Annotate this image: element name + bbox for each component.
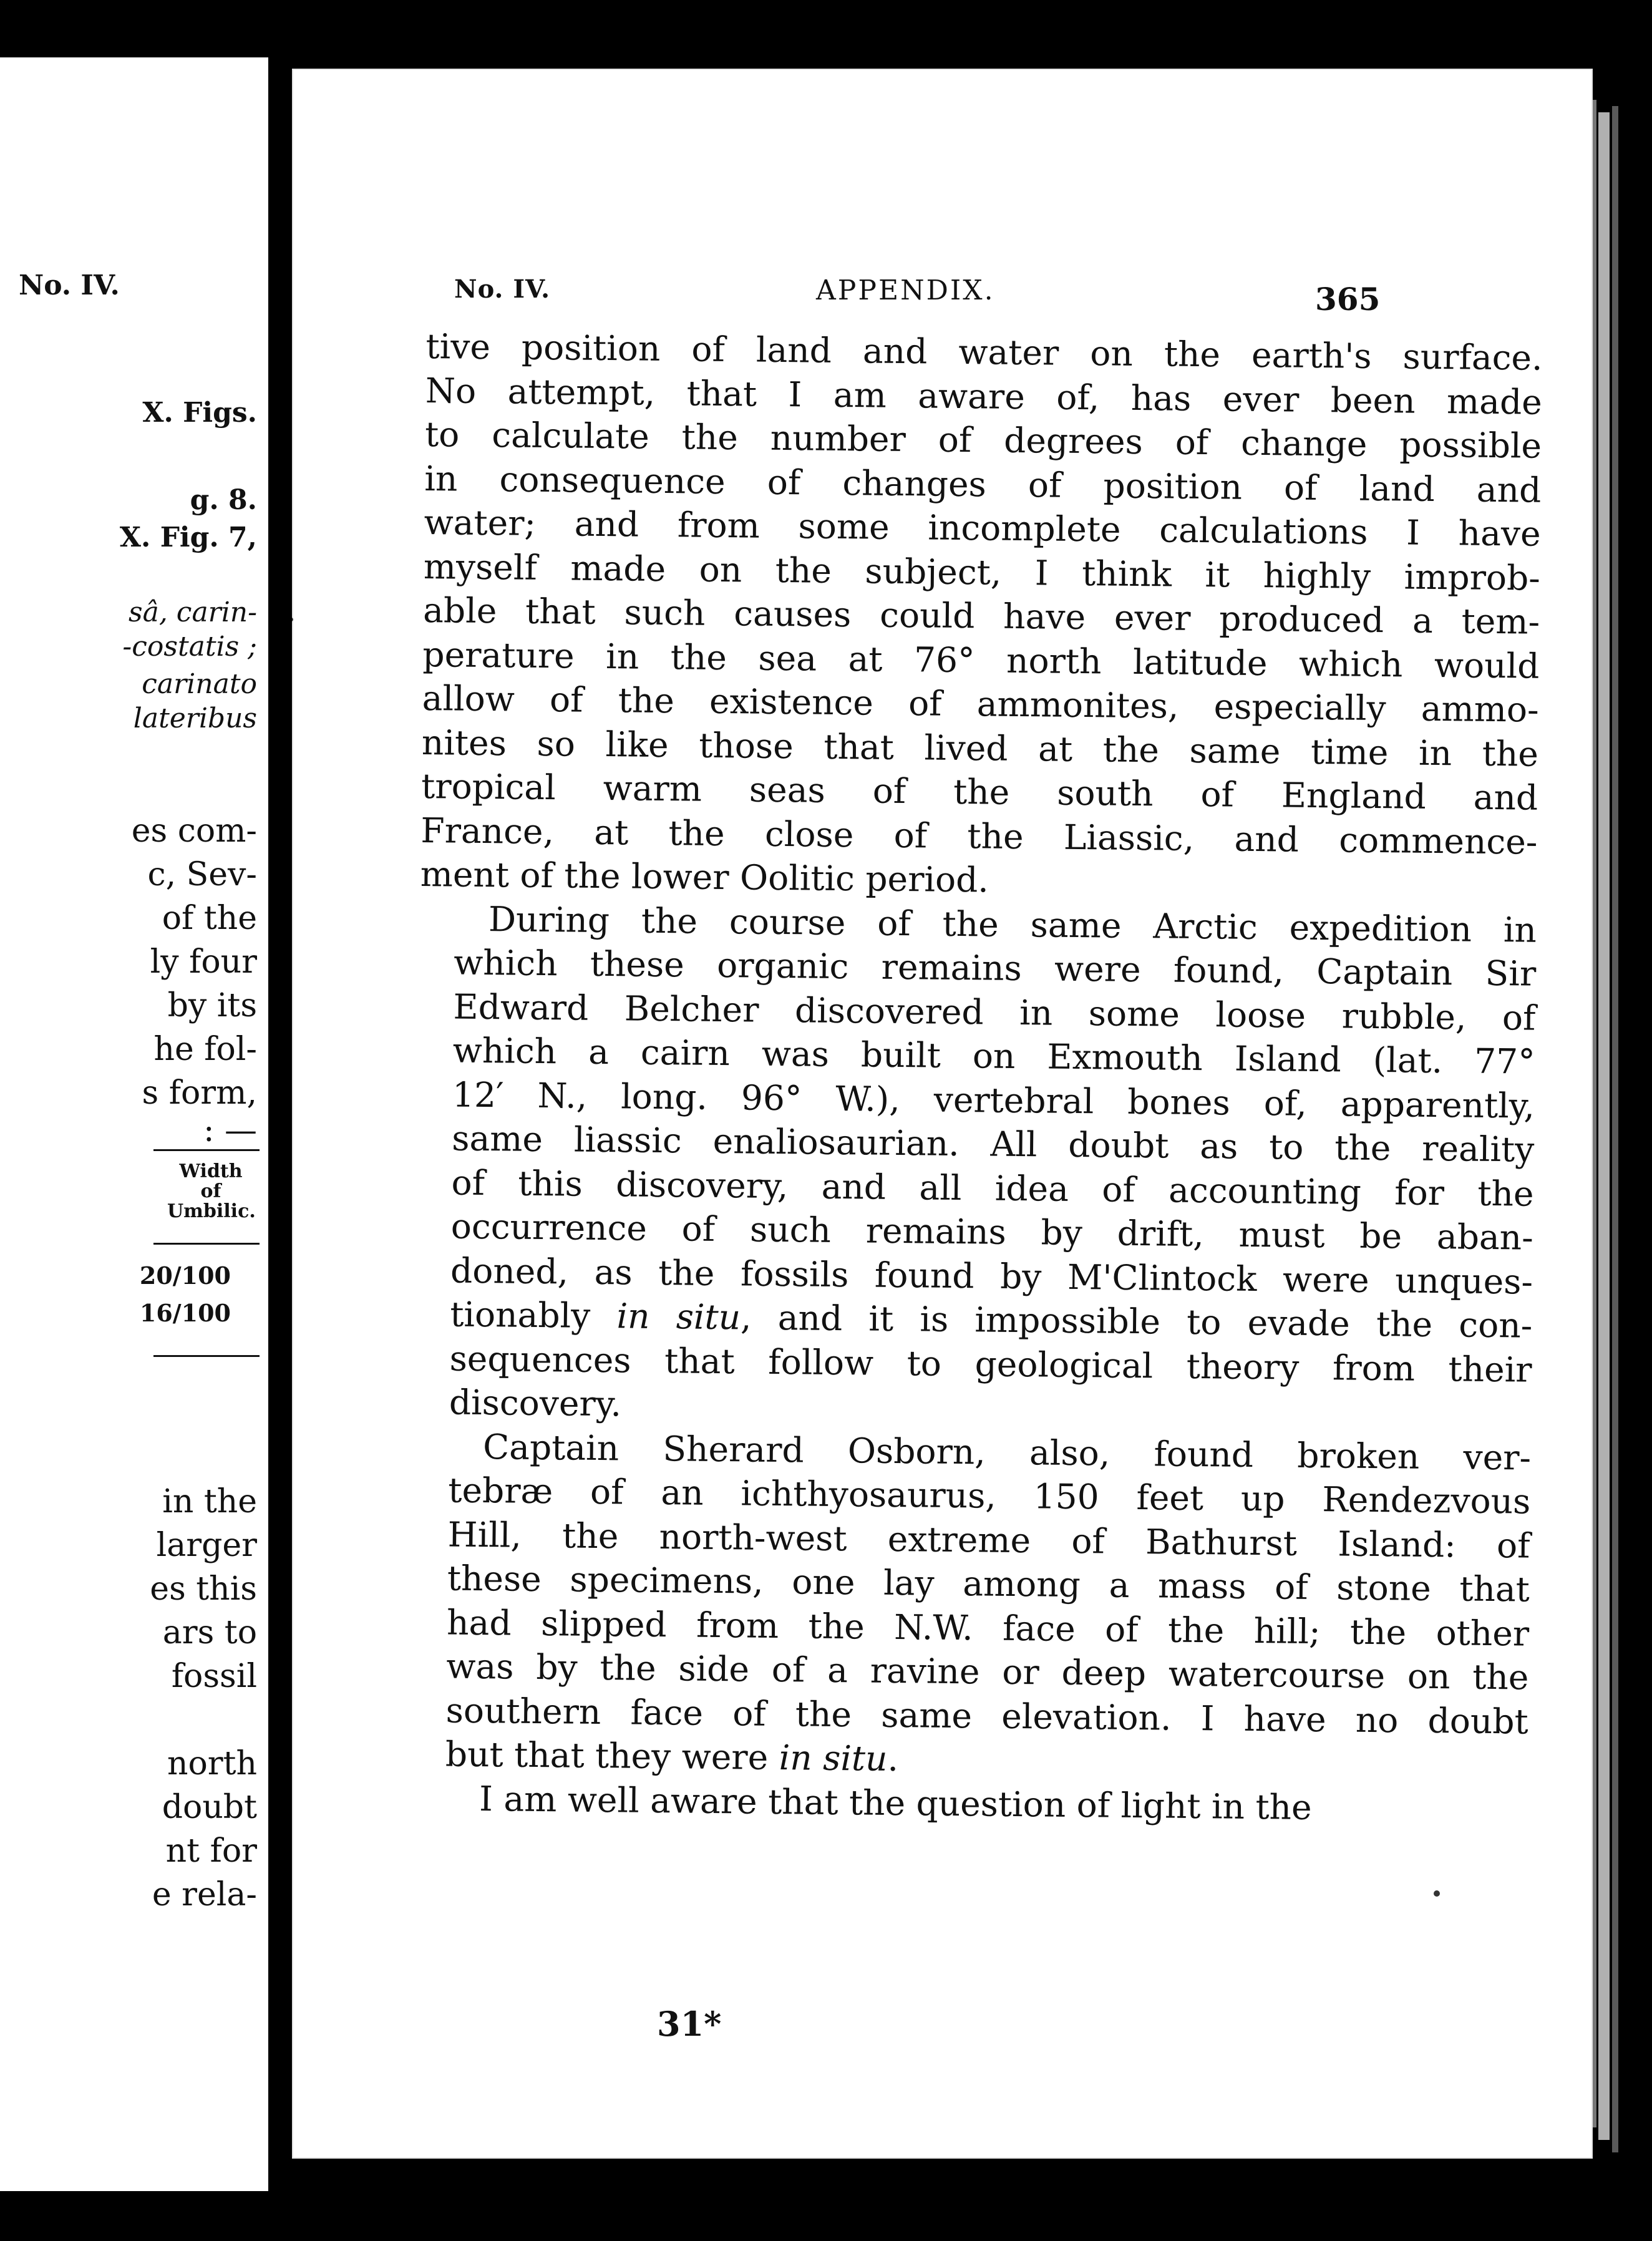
left-page-line: X. Figs.: [142, 397, 257, 429]
left-page-line: -costatis ;: [122, 631, 257, 663]
paragraph: [420, 324, 1542, 908]
text-line: I am well aware that the question of light in the: [479, 1778, 1312, 1827]
left-page-line: X. Fig. 7,: [119, 522, 257, 553]
left-page-line: lateribus: [133, 702, 257, 734]
left-page-line: es com-: [131, 812, 257, 850]
text-line: water; and from some incomplete calculations I have: [424, 502, 1541, 554]
paragraph: [411, 1424, 1532, 1787]
text-line: myself made on the subject, I think it highly improb-: [423, 546, 1541, 598]
page-edges: [1593, 100, 1596, 2127]
text-line: Captain Sherard Osborn, also, found broken ver-: [482, 1426, 1532, 1478]
running-header-title: APPENDIX.: [816, 275, 995, 306]
text-line: tebræ of an ichthyosaurus, 150 feet up Rendezvous: [448, 1470, 1531, 1522]
text-line: No attempt, that I am aware of, has ever been made: [425, 370, 1543, 422]
left-page-line: he fol-: [153, 1031, 257, 1068]
text-line: tropical warm seas of the south of England and: [420, 766, 1538, 818]
left-page-line: c, Sev-: [147, 856, 257, 893]
text-line: southern face of the same elevation. I have no doubt: [445, 1689, 1528, 1742]
text-line: Edward Belcher discovered in some loose rubble, of: [453, 986, 1536, 1038]
left-page-line: s form,: [142, 1074, 257, 1112]
right-page: [292, 69, 1593, 2159]
text-line: had slipped from the N.W. face of the hill; the other: [446, 1602, 1530, 1654]
left-page-line: larger: [156, 1527, 257, 1564]
left-page-line: ly four: [150, 943, 257, 981]
body-text: [411, 324, 1543, 1832]
left-page: [0, 57, 268, 2191]
text-line: was by the side of a ravine or deep watercourse on the: [446, 1646, 1529, 1698]
text-line: occurrence of such remains by drift, must be aban-: [450, 1206, 1534, 1258]
book-gutter: [268, 59, 292, 2191]
text-line: allow of the existence of ammonites, especially ammo-: [422, 678, 1539, 730]
italic-term: in situ: [616, 1296, 741, 1338]
text-line: nites so like those that lived at the same time in the: [421, 722, 1539, 774]
left-page-line: nt for: [165, 1832, 257, 1870]
text-line: which a cairn was built on Exmouth Island (lat. 77°: [452, 1030, 1536, 1082]
table-value-2: [140, 1299, 231, 1327]
left-page-line: es this: [150, 1570, 257, 1608]
text-line: Hill, the north-west extreme of Bathurst Island: of: [447, 1514, 1530, 1566]
table-bottom-rule: [153, 1355, 260, 1357]
text-line: able that such causes could have ever produced a tem-: [422, 590, 1540, 642]
text-line: discovery.: [449, 1382, 622, 1424]
table-value-1-text: 20/100: [139, 1261, 231, 1290]
left-page-line: e rela-: [152, 1876, 257, 1913]
text-line: these specimens, one lay among a mass of stone that: [447, 1558, 1530, 1610]
italic-term: in situ: [779, 1738, 888, 1779]
text-line: France, at the close of the Liassic, and commence-: [420, 810, 1538, 862]
table-value-2-text: 16/100: [139, 1299, 231, 1327]
text-line: which these organic remains were found, Captain Sir: [453, 942, 1537, 994]
table-mid-rule: [153, 1243, 260, 1245]
ink-speck: [1434, 1890, 1440, 1897]
text-line: sequences that follow to geological theory from their: [449, 1338, 1532, 1390]
left-page-line: of the: [162, 900, 257, 937]
page-edges: [1612, 106, 1618, 2152]
text-line: ment of the lower Oolitic period.: [420, 853, 989, 900]
text-line: perature in the sea at 76° north latitude which would: [422, 634, 1540, 686]
running-header-left: No. IV.: [454, 275, 551, 304]
left-page-line: fossil: [171, 1658, 257, 1695]
table-header-width-of-umbilic: [155, 1162, 255, 1222]
table-header-text: Width of Umbilic.: [167, 1160, 256, 1222]
text-line: 12′ N., long. 96° W.), vertebral bones of, apparently,: [452, 1074, 1535, 1126]
left-page-line: doubt: [162, 1789, 257, 1826]
text-line: of this discovery, and all idea of accounting for the: [451, 1162, 1534, 1214]
left-page-line: north: [167, 1745, 257, 1782]
signature-mark: 31*: [657, 2004, 722, 2044]
paragraph: [415, 896, 1537, 1436]
text-line: doned, as the fossils found by M'Clintock were unques-: [450, 1250, 1533, 1302]
text-line: in consequence of changes of position of land and: [424, 458, 1542, 510]
table-top-rule: [153, 1149, 260, 1151]
table-value-1: [140, 1261, 231, 1290]
text-line: During the course of the same Arctic expedition in: [488, 898, 1537, 950]
text-line: same liassic enaliosaurian. All doubt as to the reality: [452, 1118, 1535, 1170]
left-page-line: carinato: [142, 668, 257, 700]
left-page-line: sâ, carin-: [129, 596, 257, 628]
text-line: tionably in situ, and it is impossible to evade the con-: [450, 1294, 1533, 1346]
text-line: but that they were in situ.: [445, 1734, 899, 1779]
page-edges: [1598, 112, 1610, 2140]
left-page-line: in the: [162, 1483, 257, 1520]
left-page-line: g. 8.: [190, 484, 257, 516]
ink-speck: [292, 618, 293, 621]
left-page-line: by its: [167, 987, 257, 1024]
left-page-line: ars to: [162, 1614, 257, 1651]
left-page-line: : —: [203, 1112, 257, 1149]
text-line: to calculate the number of degrees of change possible: [424, 414, 1542, 466]
page-number: 365: [1315, 281, 1381, 318]
left-page-header: No. IV.: [19, 270, 120, 301]
text-line: tive position of land and water on the earth's surface.: [425, 326, 1543, 378]
